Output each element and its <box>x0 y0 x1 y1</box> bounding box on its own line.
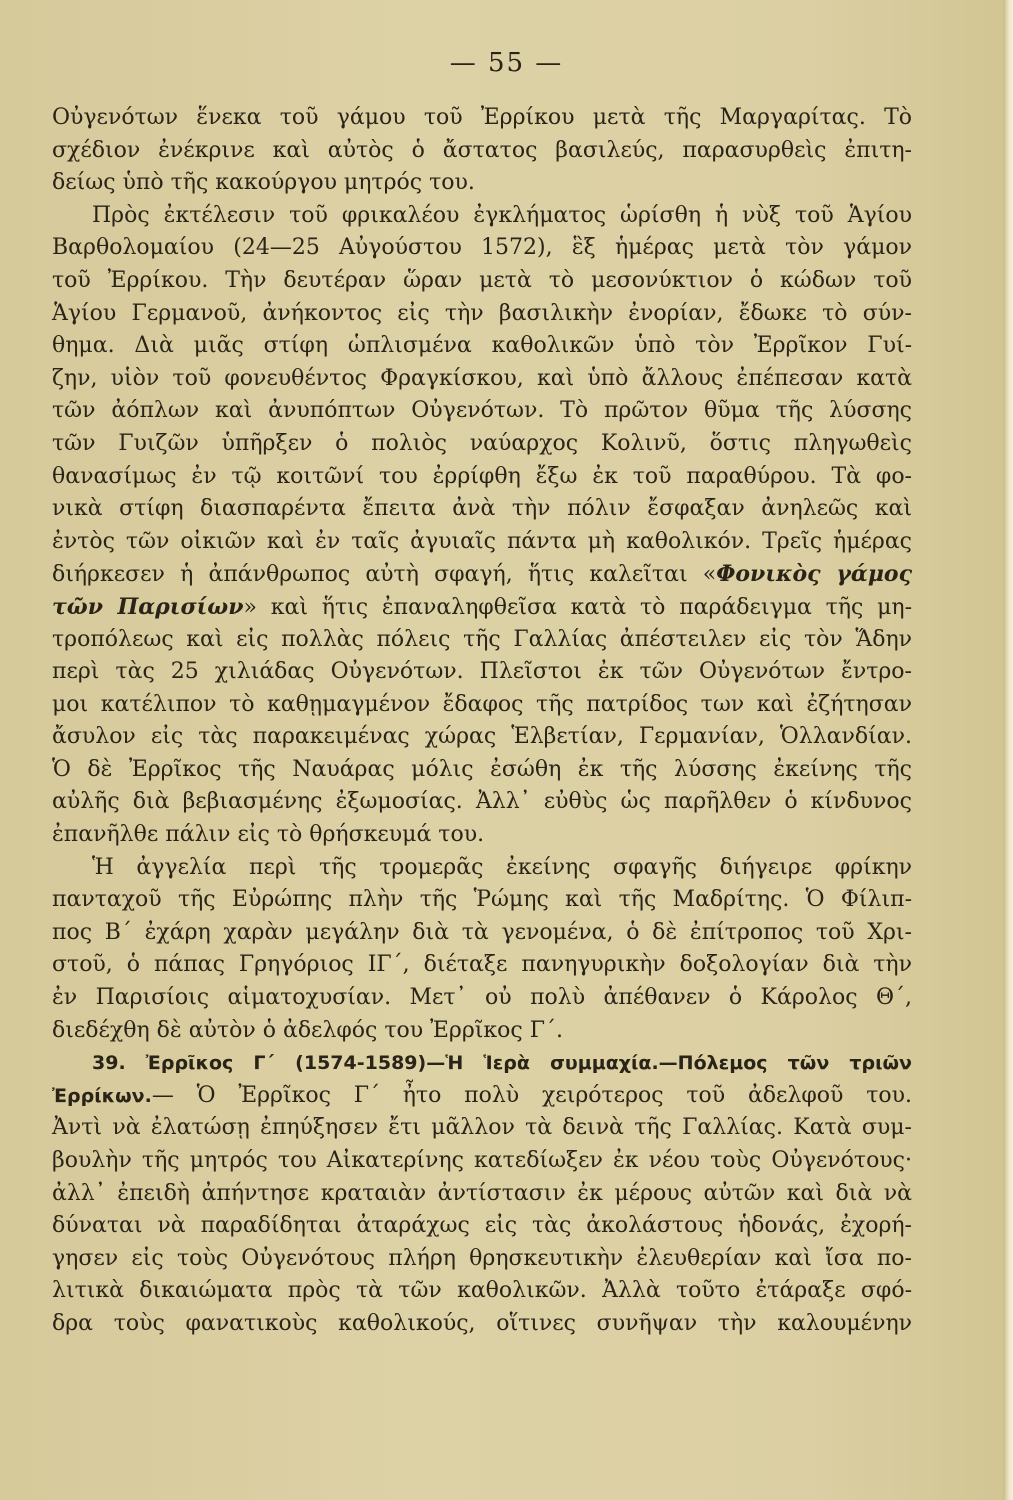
text-line: γησεν εἰς τοὺς Οὐγενότους πλήρη θρησκευτικὴν ἐλευθερίαν καὶ ἴσα πο- <box>52 1245 912 1271</box>
text-line: τῶν ἀόπλων καὶ ἀνυπόπτων Οὐγενότων. Τὸ πρῶτον θῦμα τῆς λύσσης <box>52 398 912 424</box>
text-line: διεδέχθη δὲ αὐτὸν ὁ ἀδελφός του Ἐρρῖκος Γ´. <box>52 1017 563 1043</box>
text-line: πανταχοῦ τῆς Εὐρώπης πλὴν τῆς Ῥώμης καὶ τῆς Μαδρίτης. Ὁ Φίλιπ- <box>52 887 912 913</box>
text-line: περὶ τὰς 25 χιλιάδας Οὐγενότων. Πλεῖστοι ἐκ τῶν Οὐγενότων ἔντρο- <box>52 659 912 685</box>
text-line: ἐν Παρισίοις αἱματοχυσίαν. Μετ᾽ οὐ πολὺ ἀπέθανεν ὁ Κάρολος Θ´, <box>52 985 912 1011</box>
text-line: θανασίμως ἐν τῷ κοιτῶνί του ἐρρίφθη ἔξω ἐκ τοῦ παραθύρου. Τὰ φο- <box>52 463 912 489</box>
page-edge <box>1003 0 1013 1500</box>
text-line <box>52 558 912 591</box>
text-run: διήρκεσεν ἡ ἀπάνθρωπος αὐτὴ σφαγή, ἥτις καλεῖται « <box>52 562 717 588</box>
text-line: Ἡ ἀγγελία περὶ τῆς τρομερᾶς ἐκείνης σφαγῆς διήγειρε φρίκην <box>92 854 912 880</box>
text-line: δύναται νὰ παραδίδηται ἀταράχως εἰς τὰς ἀκολάστους ἡδονάς, ἐχορή- <box>52 1213 912 1239</box>
text-line: αὐλῆς διὰ βεβιασμένης ἐξωμοσίας. Ἀλλ᾽ εὐθὺς ὡς παρῆλθεν ὁ κίνδυνος <box>52 789 912 815</box>
text-line: μοι κατέλιπον τὸ καθῃμαγμένον ἔδαφος τῆς πατρίδος των καὶ ἐζήτησαν <box>52 691 912 717</box>
text-line <box>52 1080 912 1113</box>
text-line <box>52 591 912 624</box>
text-line: δρα τοὺς φανατικοὺς καθολικούς, οἵτινες συνῆψαν τὴν καλουμένην <box>52 1310 912 1336</box>
text-line: Βαρθολομαίου (24—25 Αὐγούστου 1572), ἓξ ἡμέρας μετὰ τὸν γάμον <box>52 235 912 261</box>
text-line: πος Β´ ἐχάρη χαρὰν μεγάλην διὰ τὰ γενομένα, ὁ δὲ ἐπίτροπος τοῦ Χρι- <box>52 919 912 945</box>
text-line: Ὁ δὲ Ἐρρῖκος τῆς Ναυάρας μόλις ἐσώθη ἐκ τῆς λύσσης ἐκείνης τῆς <box>52 756 912 782</box>
text-line: νικὰ στίφη διασπαρέντα ἔπειτα ἀνὰ τὴν πόλιν ἔσφαξαν ἀνηλεῶς καὶ <box>52 496 912 522</box>
text-line: Ἁγίου Γερμανοῦ, ἀνήκοντος εἰς τὴν βασιλικὴν ἐνορίαν, ἔδωκε τὸ σύν- <box>52 300 912 326</box>
text-line: Οὐγενότων ἕνεκα τοῦ γάμου τοῦ Ἐρρίκου μετὰ τῆς Μαργαρίτας. Τὸ <box>52 105 912 130</box>
text-line: τῶν Γυιζῶν ὑπῆρξεν ὁ πολιὸς ναύαρχος Κολινῦ, ὅστις πληγωθεὶς <box>52 430 912 456</box>
text-line: Πρὸς ἐκτέλεσιν τοῦ φρικαλέου ἐγκλήματος ὡρίσθη ἡ νὺξ τοῦ Ἁγίου <box>92 202 912 228</box>
text-line: θημα. Διὰ μιᾶς στίφη ὡπλισμένα καθολικῶν ὑπὸ τὸν Ἐρρῖκον Γυί- <box>52 333 912 359</box>
emphasis-text: τῶν Παρισίων <box>52 593 244 620</box>
text-line: ἀλλ᾽ ἐπειδὴ ἀπήντησε κραταιὰν ἀντίστασιν ἐκ μέρους αὐτῶν καὶ διὰ νὰ <box>52 1180 912 1206</box>
text-line: ἐπανῆλθε πάλιν εἰς τὸ θρήσκευμά του. <box>52 822 485 848</box>
text-line: ἄσυλον εἰς τὰς παρακειμένας χώρας Ἑλβετίαν, Γερμανίαν, Ὁλλανδίαν. <box>52 724 912 750</box>
text-run: — Ὁ Ἐρρῖκος Γ´ ἦτο πολὺ χειρότερος τοῦ ἀδελφοῦ του. <box>151 1082 912 1108</box>
section-heading: 39. Ἐρρῖκος Γ´ (1574-1589)—Ἡ Ἱερὰ συμμαχία.—Πόλεμος τῶν τριῶν <box>92 1052 912 1075</box>
text-line: τοῦ Ἐρρίκου. Τὴν δευτέραν ὥραν μετὰ τὸ μεσονύκτιον ὁ κώδων τοῦ <box>52 267 912 293</box>
text-line: λιτικὰ δικαιώματα πρὸς τὰ τῶν καθολικῶν. Ἀλλὰ τοῦτο ἐτάραξε σφό- <box>52 1278 912 1304</box>
text-line: Ἀντὶ νὰ ἐλατώσῃ ἐπηύξησεν ἔτι μᾶλλον τὰ δεινὰ τῆς Γαλλίας. Κατὰ συμ- <box>52 1115 912 1141</box>
page-number: — 55 — <box>449 48 564 78</box>
text-line: ἐντὸς τῶν οἰκιῶν καὶ ἐν ταῖς ἀγυιαῖς πάντα μὴ καθολικόν. Τρεῖς ἡμέρας <box>52 528 912 554</box>
text-line: βουλὴν τῆς μητρός του Αἰκατερίνης κατεδίωξεν ἐκ νέου τοὺς Οὐγενότους· <box>52 1148 912 1173</box>
emphasis-text: Φονικὸς γάμος <box>716 561 912 588</box>
text-line: δείως ὑπὸ τῆς κακούργου μητρός του. <box>52 170 475 196</box>
text-line: σχέδιον ἐνέκρινε καὶ αὐτὸς ὁ ἄστατος βασιλεύς, παρασυρθεὶς ἐπιτη- <box>52 137 912 163</box>
text-line: στοῦ, ὁ πάπας Γρηγόριος ΙΓ´, διέταξε πανηγυρικὴν δοξολογίαν διὰ τὴν <box>52 952 912 978</box>
text-line: τροπόλεως καὶ εἰς πολλὰς πόλεις τῆς Γαλλίας ἀπέστειλεν εἰς τὸν Ἅδην <box>52 626 912 652</box>
text-line: ζην, υἱὸν τοῦ φονευθέντος Φραγκίσκου, καὶ ὑπὸ ἄλλους ἐπέπεσαν κατὰ <box>52 365 912 391</box>
text-run: » καὶ ἥτις ἐπαναληφθεῖσα κατὰ τὸ παράδειγμα τῆς μη- <box>243 594 912 620</box>
section-heading-end: Ἐρρίκων. <box>52 1084 152 1107</box>
body-text <box>52 102 912 1341</box>
